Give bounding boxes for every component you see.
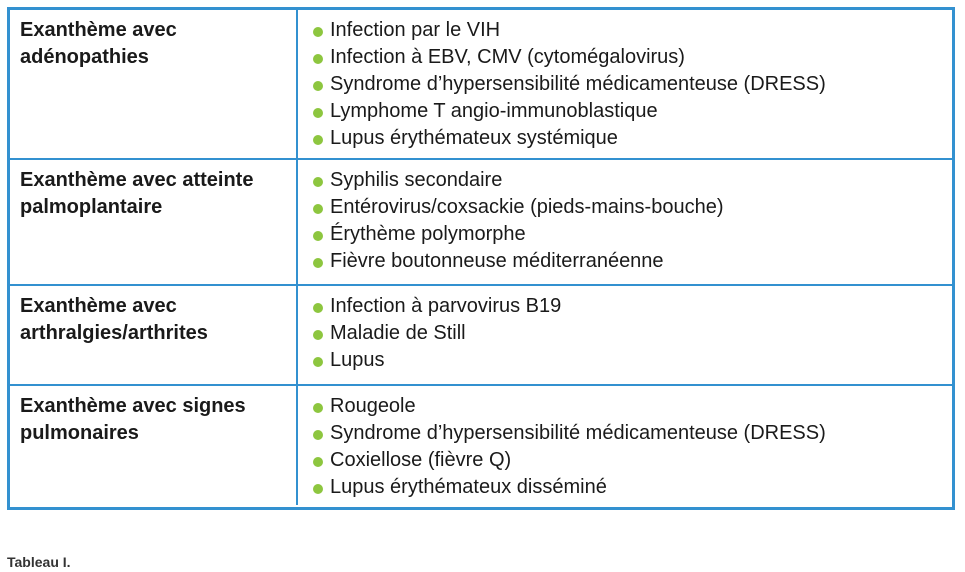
bullet-icon [313, 457, 323, 467]
diagnosis-table [7, 7, 955, 510]
list-item-label: Infection à EBV, CMV (cytomégalovirus) [330, 46, 685, 68]
list-item-label: Lupus [330, 349, 385, 371]
list-item-label: Lupus érythémateux systémique [330, 127, 618, 149]
list-item-label: Érythème polymorphe [330, 223, 526, 245]
list-item-label: Maladie de Still [330, 322, 466, 344]
row-items [298, 286, 952, 384]
list-item [313, 347, 942, 374]
list-item [313, 447, 942, 474]
list-item [313, 125, 942, 152]
list-item-label: Infection par le VIH [330, 19, 501, 41]
list-item [313, 44, 942, 71]
list-item-label: Entérovirus/coxsackie (pieds-mains-bouche) [330, 196, 724, 218]
table-caption: Tableau I. [7, 554, 71, 570]
list-item-label: Syphilis secondaire [330, 169, 503, 191]
bullet-icon [313, 135, 323, 145]
list-item-label: Fièvre boutonneuse méditerranéenne [330, 250, 664, 272]
bullet-icon [313, 357, 323, 367]
list-item [313, 293, 942, 320]
row-items [298, 160, 952, 284]
table-row [10, 284, 952, 384]
list-item-label: Rougeole [330, 395, 416, 417]
list-item [313, 320, 942, 347]
bullet-icon [313, 258, 323, 268]
list-item [313, 194, 942, 221]
bullet-icon [313, 430, 323, 440]
list-item [313, 221, 942, 248]
table-row [10, 10, 952, 158]
list-item-label: Infection à parvovirus B19 [330, 295, 562, 317]
bullet-icon [313, 484, 323, 494]
list-item-label: Lupus érythémateux disséminé [330, 476, 607, 498]
list-item-label: Coxiellose (fièvre Q) [330, 449, 512, 471]
bullet-icon [313, 54, 323, 64]
table-row [10, 158, 952, 284]
bullet-icon [313, 108, 323, 118]
list-item [313, 98, 942, 125]
list-item [313, 420, 942, 447]
list-item [313, 71, 942, 98]
bullet-icon [313, 303, 323, 313]
row-header: Exanthème avec atteinte palmoplantaire [10, 160, 298, 284]
row-header: Exanthème avec signes pulmonaires [10, 386, 298, 505]
bullet-icon [313, 330, 323, 340]
list-item [313, 17, 942, 44]
table-row [10, 384, 952, 505]
row-header: Exanthème avec adénopathies [10, 10, 298, 158]
row-items [298, 386, 952, 505]
list-item-label: Lymphome T angio-immunoblastique [330, 100, 658, 122]
row-header: Exanthème avec arthralgies/arthrites [10, 286, 298, 384]
list-item-label: Syndrome d’hypersensibilité médicamenteuse (DRESS) [330, 422, 826, 444]
list-item [313, 167, 942, 194]
bullet-icon [313, 204, 323, 214]
bullet-icon [313, 27, 323, 37]
bullet-icon [313, 81, 323, 91]
bullet-icon [313, 231, 323, 241]
list-item [313, 248, 942, 275]
list-item [313, 474, 942, 501]
bullet-icon [313, 177, 323, 187]
row-items [298, 10, 952, 158]
bullet-icon [313, 403, 323, 413]
list-item [313, 393, 942, 420]
list-item-label: Syndrome d’hypersensibilité médicamenteuse (DRESS) [330, 73, 826, 95]
